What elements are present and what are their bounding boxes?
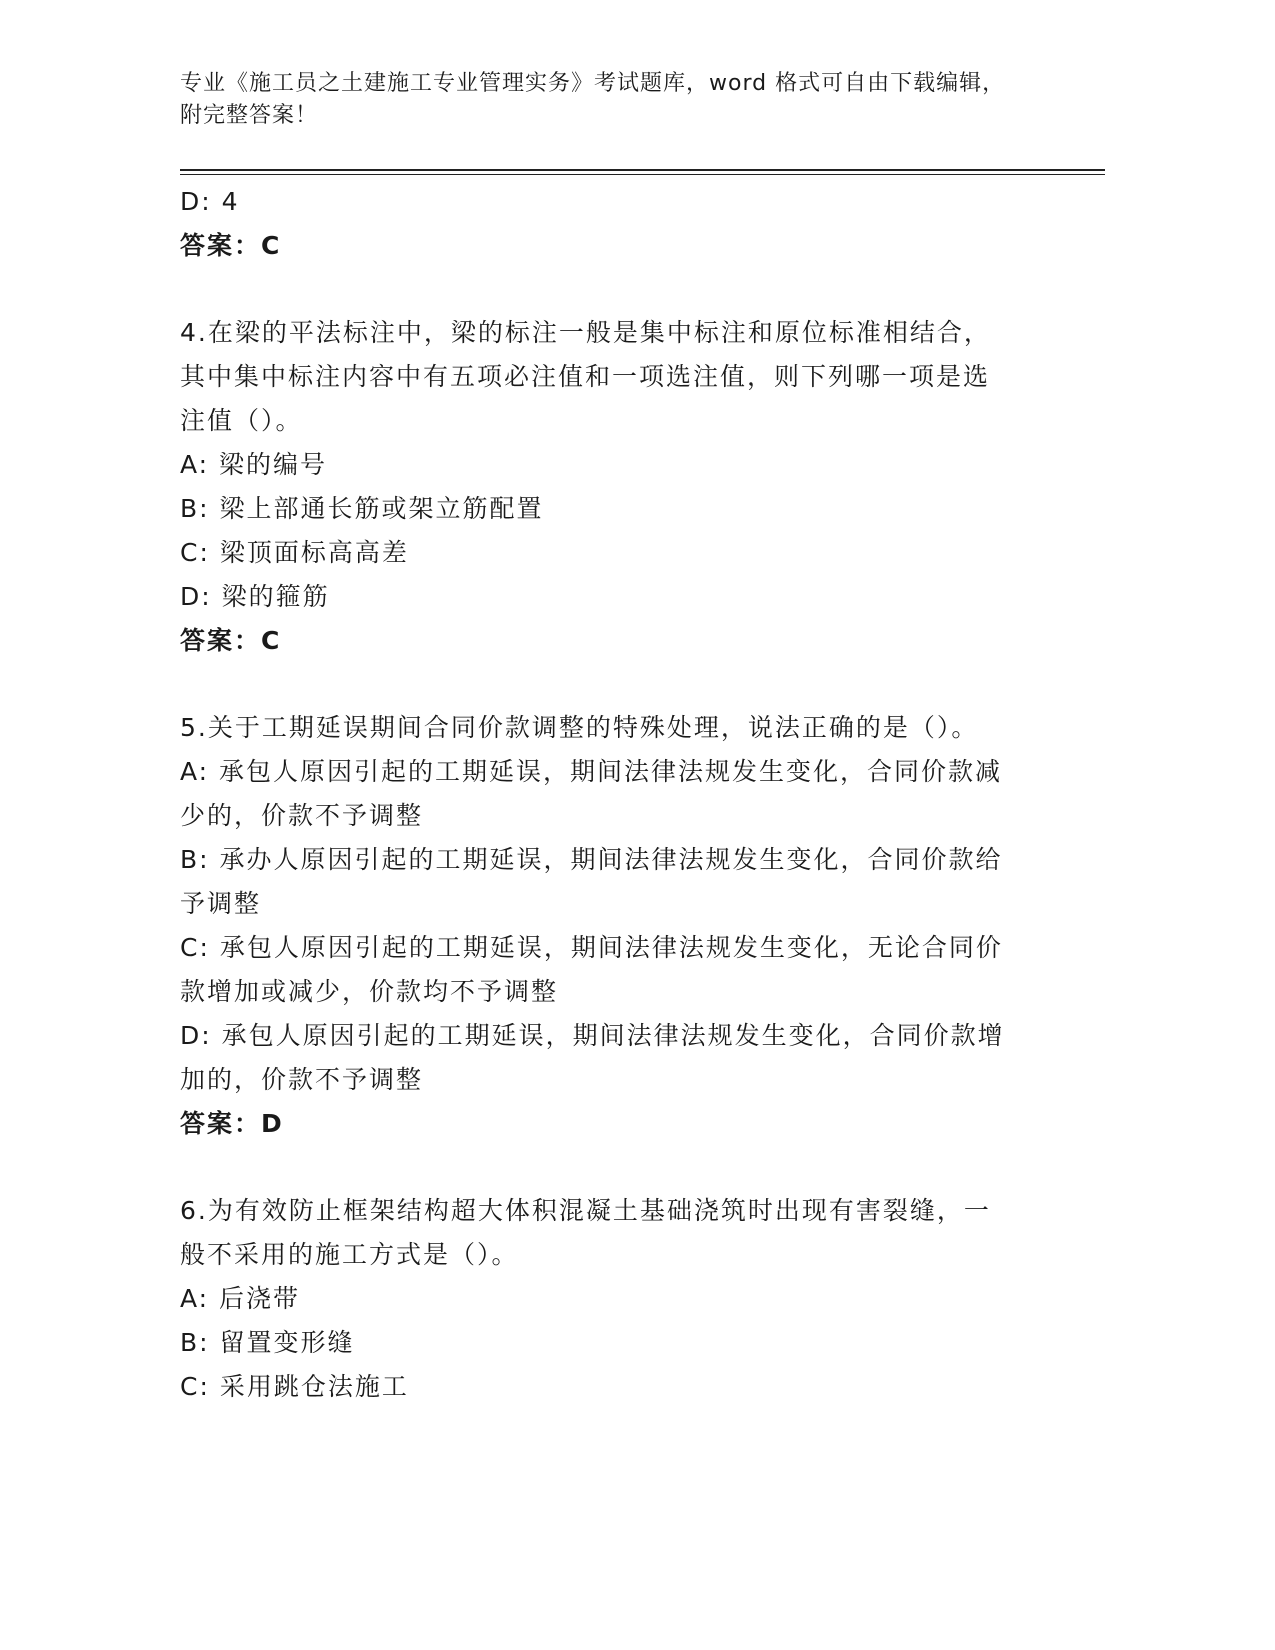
q5-option-a-line-2: 少的，价款不予调整 bbox=[180, 801, 424, 830]
document-header bbox=[180, 68, 1080, 132]
q5-option-b-line-1: B: 承办人原因引起的工期延误，期间法律法规发生变化，合同价款给 bbox=[180, 845, 1003, 874]
header-title-line-2: 附完整答案！ bbox=[180, 103, 319, 128]
document-body bbox=[180, 180, 1040, 1409]
q4-stem-line-1: 4.在梁的平法标注中，梁的标注一般是集中标注和原位标准相结合， bbox=[180, 318, 991, 347]
q5-option-c-line-2: 款增加或减少，价款均不予调整 bbox=[180, 977, 559, 1006]
spacer bbox=[180, 268, 1040, 311]
q6-stem-line-1: 6.为有效防止框架结构超大体积混凝土基础浇筑时出现有害裂缝，一 bbox=[180, 1196, 991, 1225]
q5-option-a-line-1: A: 承包人原因引起的工期延误，期间法律法规发生变化，合同价款减 bbox=[180, 757, 1003, 786]
q5-stem-line-1: 5.关于工期延误期间合同价款调整的特殊处理，说法正确的是（）。 bbox=[180, 713, 979, 742]
q6-stem-line-2: 般不采用的施工方式是（）。 bbox=[180, 1240, 519, 1269]
q4-option-d: D: 梁的箍筋 bbox=[180, 582, 330, 611]
q6-option-a: A: 后浇带 bbox=[180, 1284, 301, 1313]
q4-answer: 答案：C bbox=[180, 626, 282, 655]
header-divider-thick bbox=[180, 169, 1105, 171]
header-title-line-1: 专业《施工员之土建施工专业管理实务》考试题库，word 格式可自由下载编辑， bbox=[180, 71, 1006, 96]
q5-option-d-line-2: 加的，价款不予调整 bbox=[180, 1065, 424, 1094]
q4-option-c: C: 梁顶面标高高差 bbox=[180, 538, 409, 567]
q5-option-c-line-1: C: 承包人原因引起的工期延误，期间法律法规发生变化，无论合同价 bbox=[180, 933, 1003, 962]
q6-option-c: C: 采用跳仓法施工 bbox=[180, 1372, 409, 1401]
q3-answer: 答案：C bbox=[180, 231, 282, 260]
q3-option-d: D: 4 bbox=[180, 187, 240, 216]
q5-answer: 答案：D bbox=[180, 1109, 284, 1138]
spacer bbox=[180, 663, 1040, 706]
q6-option-b: B: 留置变形缝 bbox=[180, 1328, 355, 1357]
q5-option-d-line-1: D: 承包人原因引起的工期延误，期间法律法规发生变化，合同价款增 bbox=[180, 1021, 1005, 1050]
q5-option-b-line-2: 予调整 bbox=[180, 889, 262, 918]
header-divider-thin bbox=[180, 174, 1105, 175]
spacer bbox=[180, 1146, 1040, 1189]
q4-stem-line-3: 注值（）。 bbox=[180, 406, 303, 435]
q4-option-b: B: 梁上部通长筋或架立筋配置 bbox=[180, 494, 544, 523]
q4-stem-line-2: 其中集中标注内容中有五项必注值和一项选注值，则下列哪一项是选 bbox=[180, 362, 991, 391]
q4-option-a: A: 梁的编号 bbox=[180, 450, 328, 479]
